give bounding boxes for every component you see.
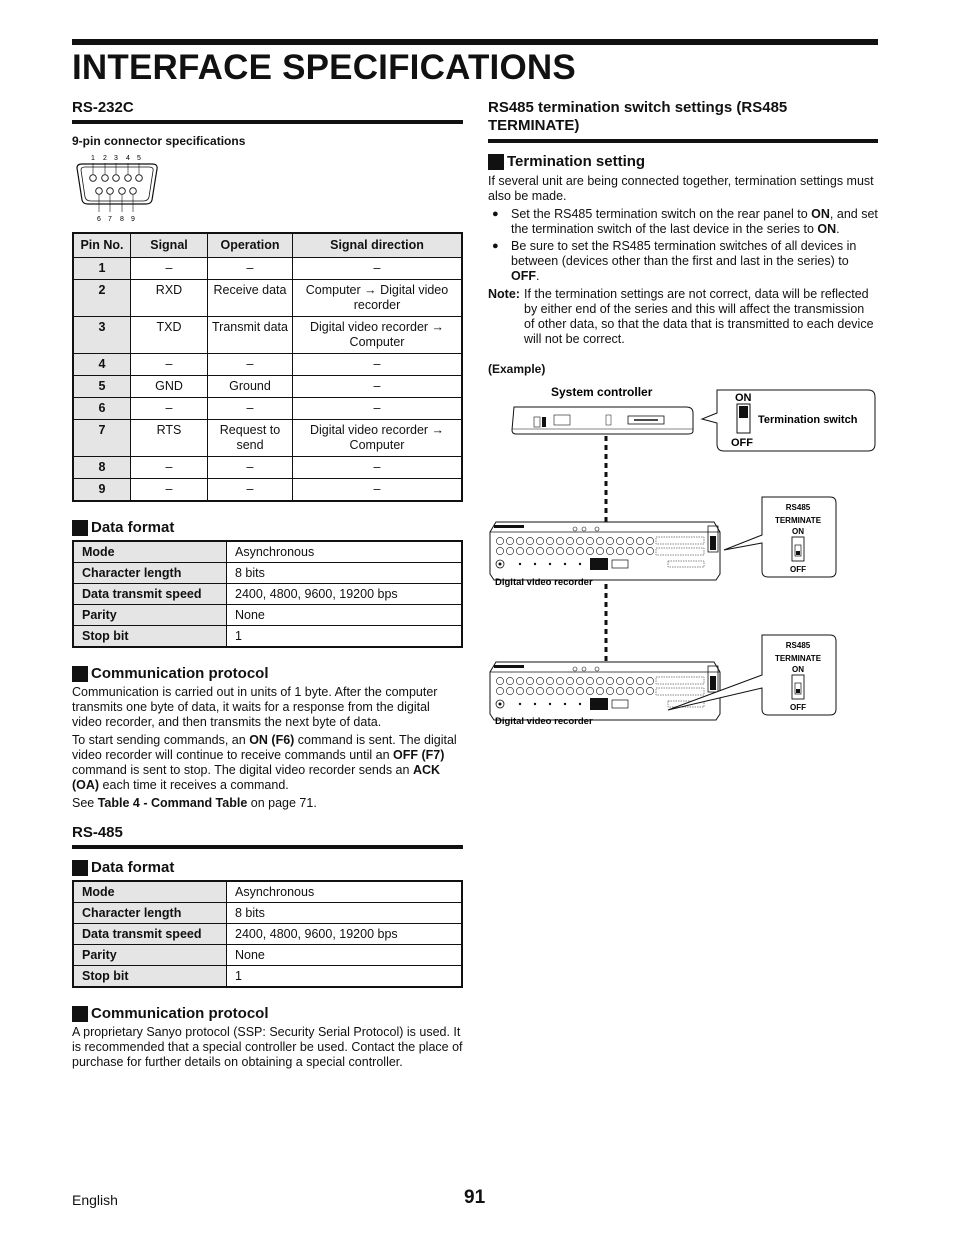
pin-table-row bbox=[73, 376, 462, 398]
pin-table-body bbox=[73, 258, 462, 502]
pin-table-cell: RXD bbox=[131, 280, 208, 317]
protocol-paragraph-1: Communication is carried out in units of 1 byte. After the computer transmits one byte of data, it waits for a response from the digital video recorder, and then transmits the next byte of data. bbox=[72, 685, 438, 729]
pin-table-cell: – bbox=[293, 376, 463, 398]
pin-table-cell: – bbox=[293, 479, 463, 502]
format-key: Stop bit bbox=[73, 966, 227, 988]
pin-table-cell: Digital video recorder → Computer bbox=[293, 420, 463, 457]
format-row bbox=[73, 626, 462, 648]
pin-table-cell: 8 bbox=[73, 457, 131, 479]
format-key: Character length bbox=[73, 903, 227, 924]
heading-text: Data format bbox=[91, 859, 175, 876]
pin-table-cell: 1 bbox=[73, 258, 131, 280]
pin-table-cell: – bbox=[131, 479, 208, 502]
db9-connector-diagram bbox=[72, 152, 172, 224]
termination-sub-heading bbox=[488, 153, 878, 170]
pin-table-cell: – bbox=[131, 354, 208, 376]
format-row bbox=[73, 541, 462, 563]
termination-bullet-2 bbox=[488, 239, 878, 284]
connector-heading: 9-pin connector specifications bbox=[72, 134, 246, 148]
heading-text: Communication protocol bbox=[91, 1005, 269, 1022]
format-value: Asynchronous bbox=[227, 541, 463, 563]
format-value: 2400, 4800, 9600, 19200 bps bbox=[227, 924, 463, 945]
pin-table-cell: – bbox=[208, 258, 293, 280]
bullet-dot-icon: ● bbox=[492, 240, 499, 252]
square-bullet-icon bbox=[72, 520, 88, 536]
pin-table-header: Signal direction bbox=[293, 233, 463, 258]
pin-table-header: Signal bbox=[131, 233, 208, 258]
pin-table-header: Pin No. bbox=[73, 233, 131, 258]
rs485-protocol-text: A proprietary Sanyo protocol (SSP: Security Serial Protocol) is used. It is recommended that a special controller be used. Contact the place of purchase for further details on obtaining a special controller. bbox=[72, 1025, 463, 1069]
pin-table-row bbox=[73, 354, 462, 376]
right-column bbox=[488, 99, 878, 727]
callout-rs485-2: RS485 bbox=[785, 641, 811, 650]
format-value: None bbox=[227, 945, 463, 966]
square-bullet-icon bbox=[72, 1006, 88, 1022]
pin-table-cell: 5 bbox=[73, 376, 131, 398]
pin-table-cell: – bbox=[131, 398, 208, 420]
pin-table-cell: 2 bbox=[73, 280, 131, 317]
callout-on-1: ON bbox=[792, 527, 804, 536]
format-key: Data transmit speed bbox=[73, 924, 227, 945]
pin-table-row bbox=[73, 317, 462, 354]
controller-label: System controller bbox=[551, 385, 653, 399]
pin-label: 7 bbox=[108, 216, 112, 223]
pin-table-row bbox=[73, 479, 462, 502]
bullet-text: Be sure to set the RS485 termination switches of all devices in between (devices other than the first and last in the series) to OFF. bbox=[511, 239, 857, 283]
callout-rs485-1: RS485 bbox=[785, 503, 811, 512]
heading-text: Termination setting bbox=[507, 153, 646, 170]
format-key: Parity bbox=[73, 945, 227, 966]
pin-table-cell: 9 bbox=[73, 479, 131, 502]
pin-table-cell: – bbox=[208, 354, 293, 376]
format-key: Data transmit speed bbox=[73, 584, 227, 605]
pin-table-cell: RTS bbox=[131, 420, 208, 457]
rs232c-heading: RS-232C bbox=[72, 99, 463, 124]
format-key: Parity bbox=[73, 605, 227, 626]
pin-table-cell: 3 bbox=[73, 317, 131, 354]
format-body bbox=[73, 541, 462, 647]
recorder-label-2: Digital video recorder bbox=[495, 716, 593, 727]
pin-table-cell: Digital video recorder → Computer bbox=[293, 317, 463, 354]
format-row bbox=[73, 924, 462, 945]
pin-table-cell: – bbox=[208, 457, 293, 479]
pin-table-cell: – bbox=[131, 457, 208, 479]
termination-note bbox=[488, 287, 878, 347]
switch-on-label: ON bbox=[735, 392, 752, 404]
note-label: Note: bbox=[488, 287, 520, 301]
pin-table-cell: Transmit data bbox=[208, 317, 293, 354]
pin-table-cell: – bbox=[293, 398, 463, 420]
pin-table-row bbox=[73, 280, 462, 317]
format-key: Mode bbox=[73, 541, 227, 563]
termination-heading: RS485 termination switch settings (RS485 TERMINATE) bbox=[488, 99, 878, 143]
format-row bbox=[73, 605, 462, 626]
format-key: Mode bbox=[73, 881, 227, 903]
switch-off-label: OFF bbox=[731, 437, 753, 449]
pin-label: 6 bbox=[97, 216, 101, 223]
pin-table-cell: Computer → Digital video recorder bbox=[293, 280, 463, 317]
pin-label: 5 bbox=[137, 155, 141, 162]
termination-diagram bbox=[488, 375, 878, 765]
pin-table-cell: Ground bbox=[208, 376, 293, 398]
pin-label: 4 bbox=[126, 155, 130, 162]
pin-table-cell: GND bbox=[131, 376, 208, 398]
square-bullet-icon bbox=[488, 154, 504, 170]
pin-table-cell: – bbox=[293, 258, 463, 280]
format-row bbox=[73, 563, 462, 584]
recorder-label-1: Digital video recorder bbox=[495, 577, 593, 588]
format-row bbox=[73, 945, 462, 966]
format-row bbox=[73, 903, 462, 924]
footer-language: English bbox=[72, 1192, 118, 1208]
pin-label: 2 bbox=[103, 155, 107, 162]
pin-table-cell: – bbox=[293, 354, 463, 376]
heading-text: Communication protocol bbox=[91, 665, 269, 682]
termination-bullet-1 bbox=[488, 207, 878, 237]
format-row bbox=[73, 966, 462, 988]
callout-off-2: OFF bbox=[790, 703, 806, 712]
format-key: Character length bbox=[73, 563, 227, 584]
bullet-dot-icon: ● bbox=[492, 208, 499, 220]
pin-table-cell: 4 bbox=[73, 354, 131, 376]
pin-label: 8 bbox=[120, 216, 124, 223]
pin-table-cell: – bbox=[208, 479, 293, 502]
callout-terminate-1: TERMINATE bbox=[774, 516, 822, 525]
format-key: Stop bit bbox=[73, 626, 227, 648]
rs485-protocol-heading bbox=[72, 1005, 463, 1022]
format-row bbox=[73, 881, 462, 903]
protocol-paragraph-3: See Table 4 - Command Table on page 71. bbox=[72, 796, 317, 810]
format-value: 1 bbox=[227, 966, 463, 988]
pin-table-row bbox=[73, 457, 462, 479]
page-title: INTERFACE SPECIFICATIONS bbox=[72, 48, 576, 87]
rs232c-data-format-heading bbox=[72, 519, 463, 536]
callout-on-2: ON bbox=[792, 665, 804, 674]
example-label: (Example) bbox=[488, 362, 546, 376]
pin-label: 9 bbox=[131, 216, 135, 223]
pin-table-header: Operation bbox=[208, 233, 293, 258]
bullet-text: Set the RS485 termination switch on the rear panel to ON, and set the termination switch of the last device in the series to ON. bbox=[511, 207, 878, 236]
square-bullet-icon bbox=[72, 666, 88, 682]
callout-terminate-2: TERMINATE bbox=[774, 654, 822, 663]
heading-text: Data format bbox=[91, 519, 175, 536]
switch-label: Termination switch bbox=[758, 414, 858, 426]
left-column bbox=[72, 99, 463, 1070]
pin-table-cell: TXD bbox=[131, 317, 208, 354]
format-value: 8 bits bbox=[227, 563, 463, 584]
pin-table-cell: – bbox=[293, 457, 463, 479]
rs232c-data-format-table bbox=[72, 540, 463, 648]
pin-table-cell: Request to send bbox=[208, 420, 293, 457]
pin-table-row bbox=[73, 398, 462, 420]
pin-table-cell: – bbox=[208, 398, 293, 420]
pin-table-row bbox=[73, 258, 462, 280]
termination-intro: If several unit are being connected together, termination settings must also be made. bbox=[488, 174, 874, 203]
pin-table-cell: 7 bbox=[73, 420, 131, 457]
format-value: 8 bits bbox=[227, 903, 463, 924]
rs485-heading: RS-485 bbox=[72, 824, 463, 849]
pin-table bbox=[72, 232, 463, 502]
pin-label: 3 bbox=[114, 155, 118, 162]
protocol-paragraph-2: To start sending commands, an ON (F6) command is sent. The digital video recorder will continue to receive commands until an OFF (F7) command is sent to stop. The digital video recorder sends an ACK (OA) each time it receives a command. bbox=[72, 733, 457, 792]
format-value: Asynchronous bbox=[227, 881, 463, 903]
format-row bbox=[73, 584, 462, 605]
format-value: None bbox=[227, 605, 463, 626]
pin-table-cell: – bbox=[131, 258, 208, 280]
note-text: If the termination settings are not correct, data will be reflected by either end of the series and this will affect the transmission of other data, so that the data that is transmitted to each device will not be correct. bbox=[524, 287, 874, 346]
format-body bbox=[73, 881, 462, 987]
page-number: 91 bbox=[464, 1187, 486, 1208]
pin-table-row bbox=[73, 420, 462, 457]
rs232c-protocol-heading bbox=[72, 665, 463, 682]
format-value: 1 bbox=[227, 626, 463, 648]
title-rule bbox=[72, 39, 878, 45]
format-value: 2400, 4800, 9600, 19200 bps bbox=[227, 584, 463, 605]
rs485-data-format-table bbox=[72, 880, 463, 988]
callout-off-1: OFF bbox=[790, 565, 806, 574]
pin-label: 1 bbox=[91, 155, 95, 162]
pin-table-cell: Receive data bbox=[208, 280, 293, 317]
rs485-data-format-heading bbox=[72, 859, 463, 876]
square-bullet-icon bbox=[72, 860, 88, 876]
pin-table-cell: 6 bbox=[73, 398, 131, 420]
